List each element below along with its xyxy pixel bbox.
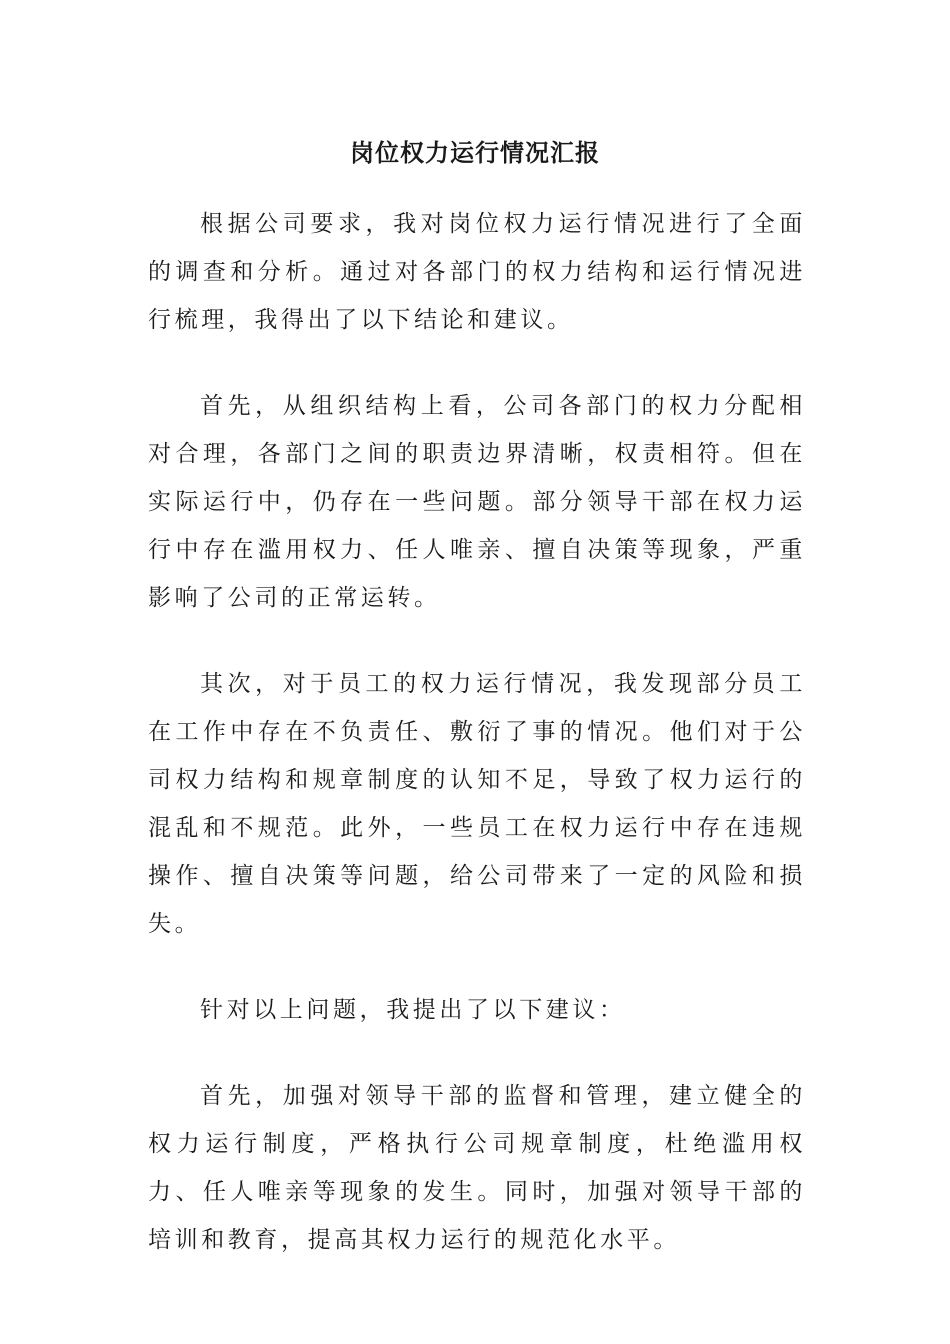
paragraph-organization: 首先，从组织结构上看，公司各部门的权力分配相对合理，各部门之间的职责边界清晰，权责相符。但在实际运行中，仍存在一些问题。部分领导干部在权力运行中存在滥用权力、任人唯亲、擅自决策等现象，严重影响了公司的正常运转。 [148,393,806,611]
paragraph-suggestion-1: 首先，加强对领导干部的监督和管理，建立健全的权力运行制度，严格执行公司规章制度，杜绝滥用权力、任人唯亲等现象的发生。同时，加强对领导干部的培训和教育，提高其权力运行的规范化水平。 [148,1083,806,1253]
paragraph-employees: 其次，对于员工的权力运行情况，我发现部分员工在工作中存在不负责任、敷衍了事的情况。他们对于公司权力结构和规章制度的认知不足，导致了权力运行的混乱和不规范。此外，一些员工在权力运行中存在违规操作、擅自决策等问题，给公司带来了一定的风险和损失。 [148,671,806,937]
document-title: 岗位权力运行情况汇报 [350,138,600,167]
document-body [148,200,806,1302]
paragraph-intro: 根据公司要求，我对岗位权力运行情况进行了全面的调查和分析。通过对各部门的权力结构和运行情况进行梳理，我得出了以下结论和建议。 [148,211,806,333]
paragraph-suggestions-intro: 针对以上问题，我提出了以下建议： [200,997,626,1023]
